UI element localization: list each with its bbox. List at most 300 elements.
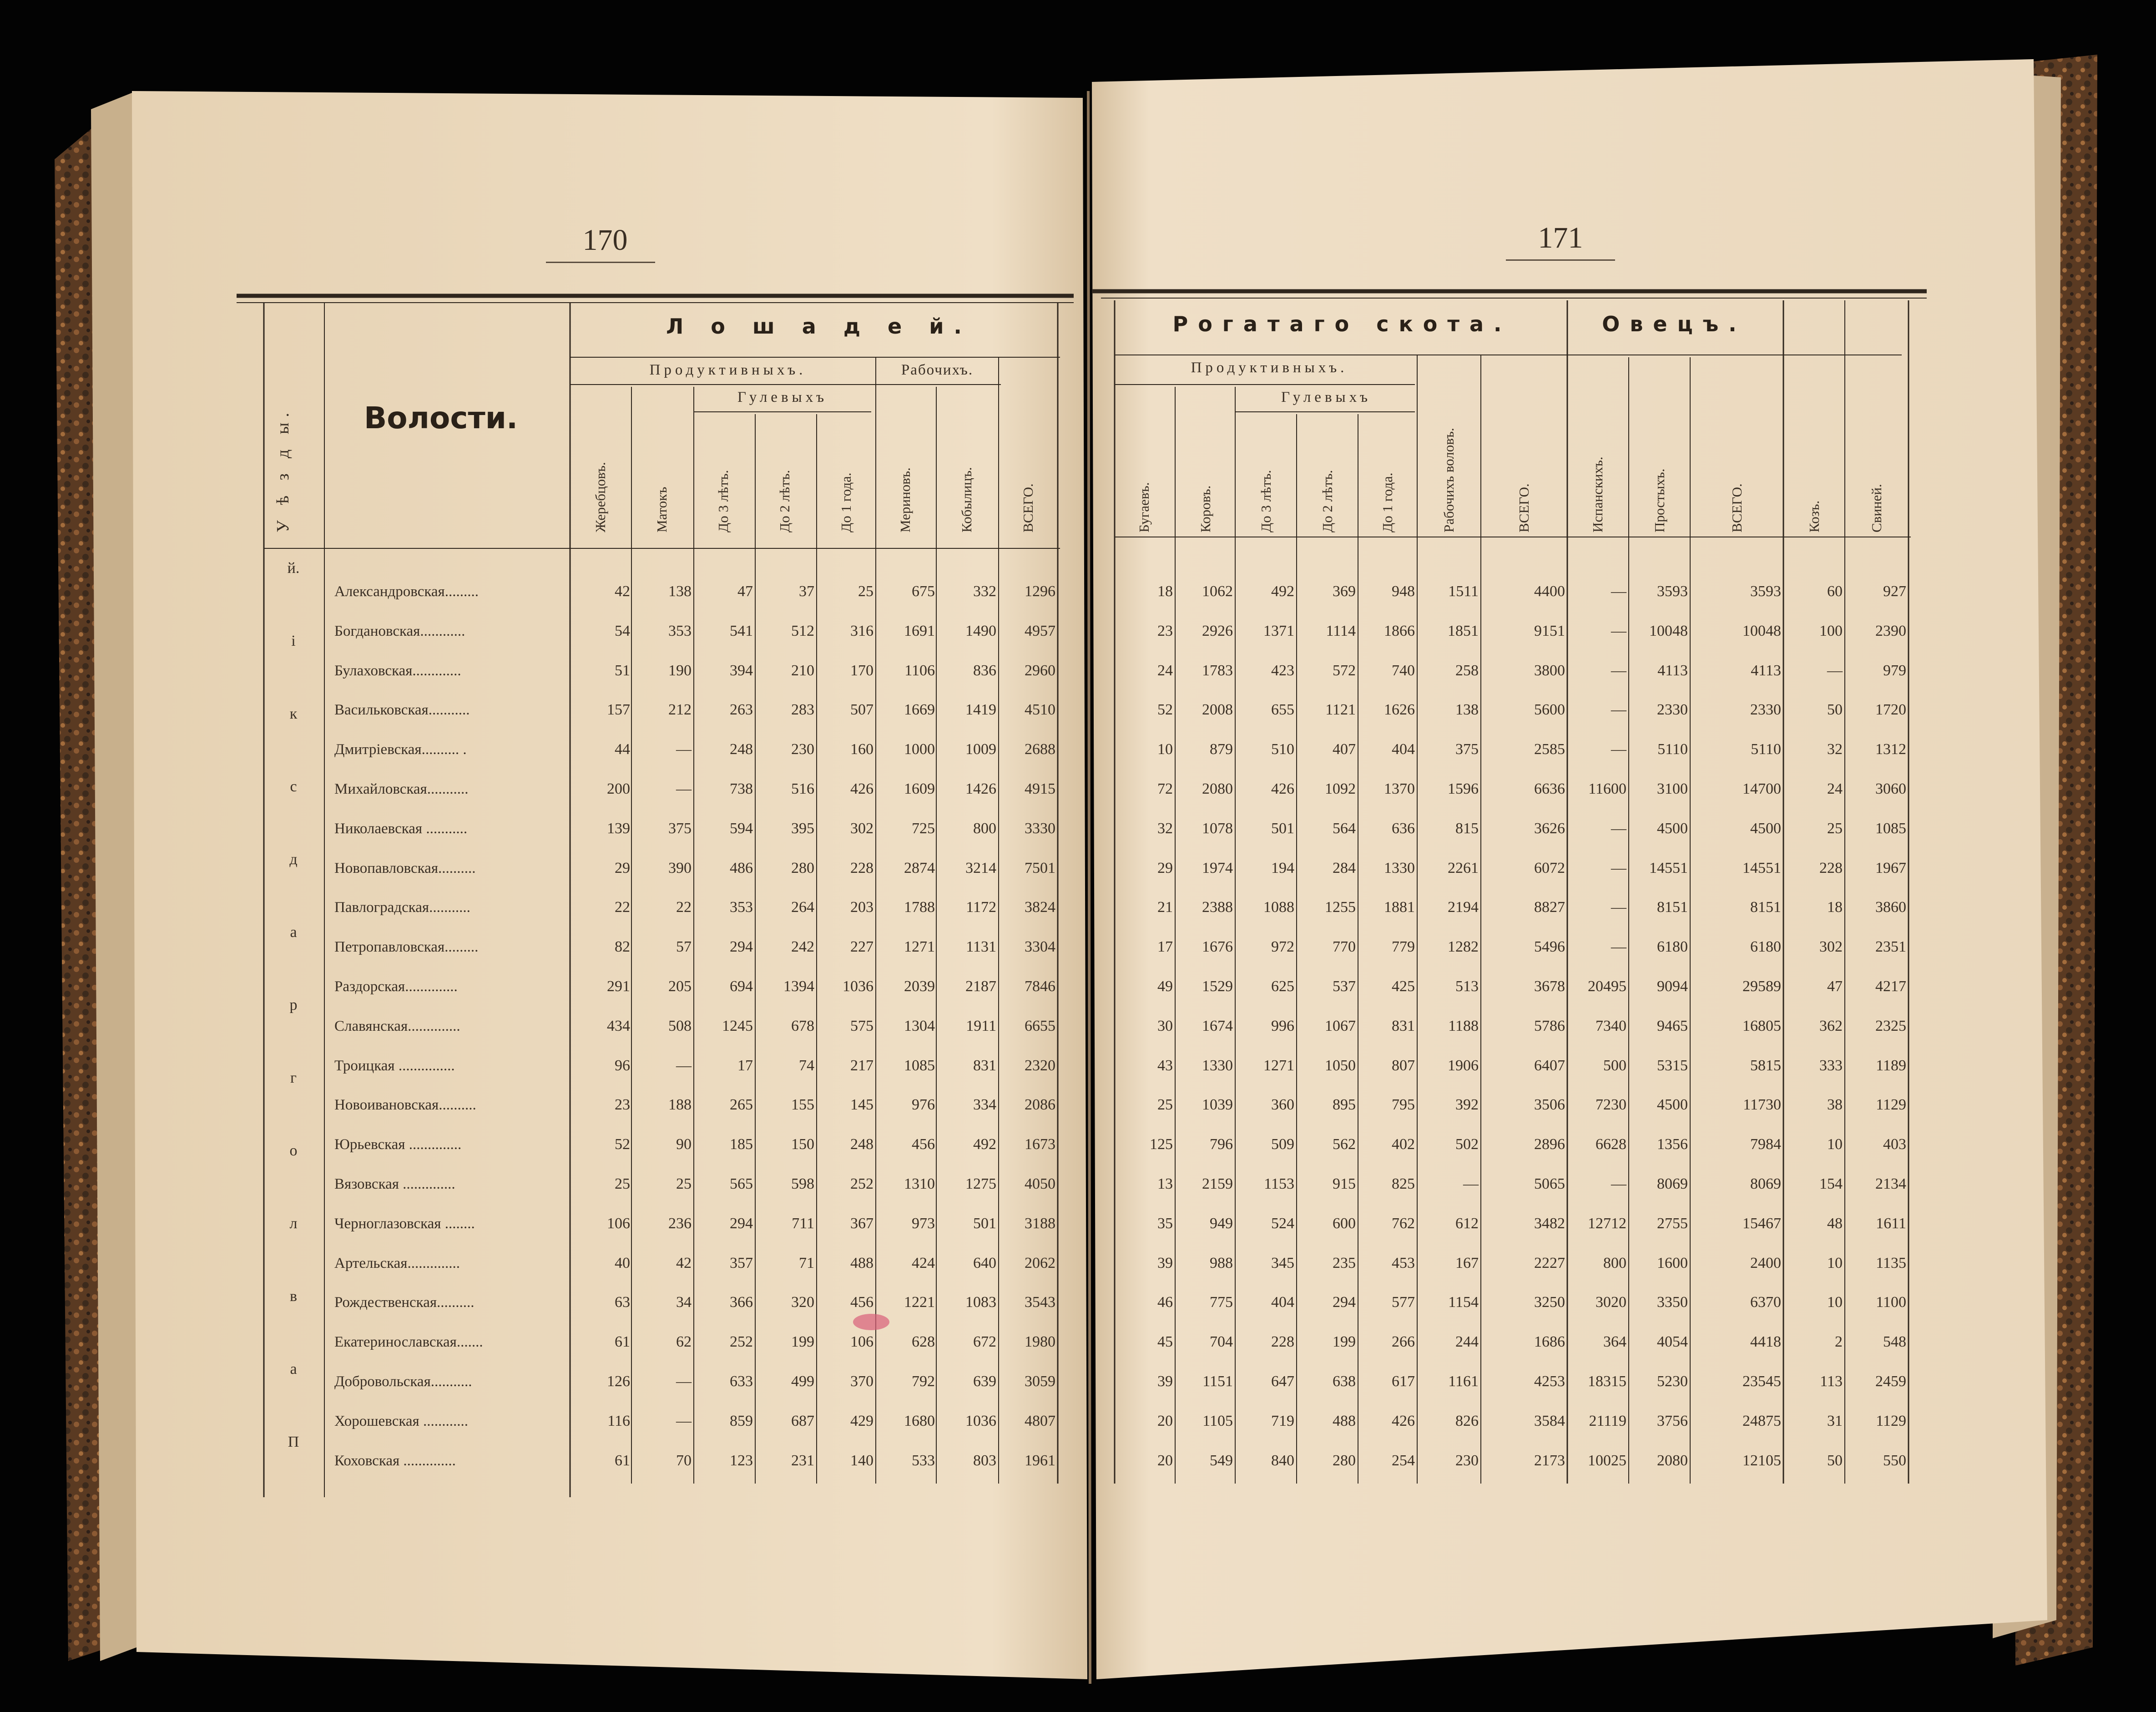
table-cell: 21 — [1157, 899, 1173, 916]
table-cell: 3214 — [965, 859, 996, 876]
table-cell: 7984 — [1750, 1136, 1781, 1153]
volost-name: Богдановская............ — [334, 623, 465, 639]
table-cell: 17 — [737, 1057, 753, 1074]
table-cell: 453 — [1392, 1254, 1415, 1271]
table-cell: 14700 — [1742, 780, 1781, 797]
uezd-letter: в — [289, 1288, 298, 1305]
table-cell: — — [1611, 583, 1626, 600]
table-cell: 258 — [1455, 662, 1479, 679]
table-cell: 425 — [1392, 978, 1415, 995]
table-cell: 21119 — [1589, 1412, 1626, 1429]
table-cell: 973 — [912, 1215, 935, 1232]
table-cell: 3060 — [1875, 780, 1906, 797]
table-cell: 252 — [730, 1333, 753, 1351]
table-cell: 488 — [850, 1254, 874, 1271]
table-cell: 212 — [668, 701, 692, 719]
table-cell: 988 — [1210, 1254, 1233, 1271]
table-cell: 2325 — [1875, 1017, 1906, 1034]
table-cell: 2390 — [1875, 622, 1906, 639]
table-cell: 775 — [1210, 1294, 1233, 1311]
table-cell: 113 — [1820, 1373, 1843, 1390]
uezd-letter: к — [289, 705, 298, 722]
table-cell: 61 — [615, 1452, 630, 1469]
table-cell: 22 — [615, 899, 630, 916]
table-cell: 1974 — [1202, 859, 1233, 876]
table-cell: 10048 — [1742, 622, 1781, 639]
table-cell: 24 — [1157, 662, 1173, 679]
table-cell: 507 — [850, 701, 874, 719]
table-cell: 831 — [973, 1057, 996, 1074]
table-cell: 20495 — [1588, 978, 1626, 995]
table-cell: 800 — [973, 820, 996, 837]
table-cell: 1151 — [1202, 1373, 1233, 1390]
table-cell: 1609 — [904, 780, 935, 797]
table-cell: 47 — [737, 583, 753, 600]
table-cell: 3506 — [1534, 1096, 1565, 1114]
table-cell: 4807 — [1025, 1412, 1055, 1429]
table-cell: 96 — [615, 1057, 630, 1074]
table-cell: 231 — [791, 1452, 814, 1469]
table-cell: 39 — [1157, 1373, 1173, 1390]
table-cell: 2008 — [1202, 701, 1233, 719]
table-cell: 25 — [676, 1175, 692, 1192]
table-cell: 145 — [850, 1096, 874, 1114]
table-cell: 3350 — [1657, 1294, 1688, 1311]
table-cell: 13 — [1157, 1175, 1173, 1192]
table-cell: 639 — [973, 1373, 996, 1390]
table-cell: 345 — [1271, 1254, 1294, 1271]
table-cell: — — [676, 1057, 692, 1074]
table-cell: 513 — [1455, 978, 1479, 995]
table-cell: 154 — [1819, 1175, 1843, 1192]
table-cell: 5786 — [1534, 1017, 1565, 1034]
table-cell: — — [1611, 859, 1626, 876]
uezd-letter: д — [289, 851, 298, 868]
table-cell: 31 — [1827, 1412, 1843, 1429]
table-cell: 492 — [973, 1136, 996, 1153]
table-cell: 1296 — [1025, 583, 1055, 600]
table-cell: 1911 — [966, 1017, 996, 1034]
table-cell: 5315 — [1657, 1057, 1688, 1074]
table-cell: 426 — [850, 780, 874, 797]
volost-name: Васильковская........... — [334, 702, 470, 719]
table-cell: 254 — [1392, 1452, 1415, 1469]
table-cell: 46 — [1157, 1294, 1173, 1311]
table-cell: 170 — [850, 662, 874, 679]
table-cell: 486 — [730, 859, 753, 876]
table-cell: 4500 — [1657, 820, 1688, 837]
table-cell: 71 — [799, 1254, 814, 1271]
table-cell: 1039 — [1202, 1096, 1233, 1114]
table-cell: 488 — [1333, 1412, 1356, 1429]
table-cell: 512 — [791, 622, 814, 639]
table-cell: 375 — [1455, 741, 1479, 758]
column-header: До 2 лѣтъ. — [1319, 470, 1335, 532]
table-cell: 675 — [912, 583, 935, 600]
table-cell: 50 — [1827, 1452, 1843, 1469]
table-cell: 157 — [607, 701, 630, 719]
table-cell: 139 — [607, 820, 630, 837]
table-cell: 47 — [1827, 978, 1843, 995]
table-cell: 1092 — [1325, 780, 1356, 797]
table-cell: 572 — [1333, 662, 1356, 679]
table-cell: 796 — [1210, 1136, 1233, 1153]
table-cell: 678 — [791, 1017, 814, 1034]
table-cell: 815 — [1455, 820, 1479, 837]
table-cell: 1426 — [965, 780, 996, 797]
table-cell: 2585 — [1534, 741, 1565, 758]
table-cell: 2134 — [1875, 1175, 1906, 1192]
table-cell: 395 — [791, 820, 814, 837]
table-cell: 32 — [1157, 820, 1173, 837]
table-cell: 2351 — [1875, 938, 1906, 956]
uezd-letter: i — [291, 633, 296, 649]
table-cell: 40 — [615, 1254, 630, 1271]
column-header: До 1 года. — [1379, 472, 1395, 532]
table-cell: 426 — [1271, 780, 1294, 797]
table-cell: 49 — [1157, 978, 1173, 995]
table-cell: 10 — [1827, 1294, 1843, 1311]
column-header: ВСЕГО. — [1020, 483, 1036, 532]
table-cell: 29 — [1157, 859, 1173, 876]
table-cell: 2388 — [1202, 899, 1233, 916]
uezd-letter: П — [288, 1433, 299, 1450]
table-cell: 1394 — [783, 978, 814, 995]
table-cell: 628 — [912, 1333, 935, 1351]
table-cell: 831 — [1392, 1017, 1415, 1034]
table-cell: 915 — [1333, 1175, 1356, 1192]
table-cell: 29589 — [1742, 978, 1781, 995]
table-cell: 402 — [1392, 1136, 1415, 1153]
table-cell: 3678 — [1534, 978, 1565, 995]
table-cell: 1036 — [843, 978, 874, 995]
table-cell: 35 — [1157, 1215, 1173, 1232]
table-cell: 54 — [615, 622, 630, 639]
table-cell: 6072 — [1534, 859, 1565, 876]
table-cell: 2080 — [1657, 1452, 1688, 1469]
table-cell: 2320 — [1025, 1057, 1055, 1074]
column-header: До 1 года. — [838, 472, 854, 532]
cattle-productive: Продуктивныхъ. — [1191, 360, 1348, 376]
table-cell: 4253 — [1534, 1373, 1565, 1390]
table-cell: 2459 — [1875, 1373, 1906, 1390]
uezd-letter: с — [290, 778, 297, 795]
table-cell: 562 — [1333, 1136, 1356, 1153]
table-cell: — — [676, 1373, 692, 1390]
table-cell: 636 — [1392, 820, 1415, 837]
table-cell: 3020 — [1596, 1294, 1626, 1311]
volost-name: Вязовская .............. — [334, 1176, 455, 1192]
table-cell: 394 — [730, 662, 753, 679]
table-cell: 125 — [1150, 1136, 1173, 1153]
table-cell: 353 — [668, 622, 692, 639]
table-cell: 740 — [1392, 662, 1415, 679]
table-cell: 150 — [791, 1136, 814, 1153]
table-cell: 1083 — [965, 1294, 996, 1311]
table-cell: 52 — [1157, 701, 1173, 719]
table-cell: 228 — [1819, 859, 1843, 876]
table-cell: 29 — [615, 859, 630, 876]
table-cell: 407 — [1333, 741, 1356, 758]
table-cell: 1172 — [966, 899, 996, 916]
table-cell: 123 — [730, 1452, 753, 1469]
table-cell: 1067 — [1325, 1017, 1356, 1034]
table-cell: 10 — [1827, 1136, 1843, 1153]
volost-name: Коховская .............. — [334, 1452, 456, 1469]
table-cell: 6636 — [1534, 780, 1565, 797]
table-cell: 895 — [1333, 1096, 1356, 1114]
table-cell: — — [1611, 622, 1626, 639]
table-cell: 366 — [730, 1294, 753, 1311]
table-cell: 90 — [676, 1136, 692, 1153]
column-header: ВСЕГО. — [1516, 483, 1532, 532]
table-cell: 725 — [912, 820, 935, 837]
table-cell: 45 — [1157, 1333, 1173, 1351]
table-cell: 1188 — [1448, 1017, 1479, 1034]
table-cell: 320 — [791, 1294, 814, 1311]
table-cell: 4113 — [1657, 662, 1688, 679]
column-header: Жеребцовъ. — [592, 462, 608, 532]
table-cell: 37 — [799, 583, 814, 600]
table-cell: 6370 — [1750, 1294, 1781, 1311]
column-header: Кобылицъ. — [959, 467, 974, 532]
table-cell: 25 — [858, 583, 874, 600]
table-cell: 5110 — [1657, 741, 1688, 758]
table-cell: 48 — [1827, 1215, 1843, 1232]
table-cell: 1085 — [1875, 820, 1906, 837]
table-cell: 43 — [1157, 1057, 1173, 1074]
table-cell: 6180 — [1750, 938, 1781, 956]
table-cell: 1221 — [904, 1294, 935, 1311]
table-cell: 138 — [1455, 701, 1479, 719]
table-cell: 360 — [1271, 1096, 1294, 1114]
table-cell: 541 — [730, 622, 753, 639]
uezd-letter: р — [289, 997, 298, 1013]
table-cell: 424 — [912, 1254, 935, 1271]
table-cell: 770 — [1333, 938, 1356, 956]
table-cell: 8151 — [1657, 899, 1688, 916]
table-cell: 1686 — [1534, 1333, 1565, 1351]
sheep-title: Овецъ. — [1602, 312, 1747, 336]
table-cell: 42 — [615, 583, 630, 600]
table-cell: 1078 — [1202, 820, 1233, 837]
cattle-title: Рогатаго скота. — [1172, 312, 1512, 336]
table-cell: 2227 — [1534, 1254, 1565, 1271]
volost-name: Раздорская.............. — [334, 978, 458, 995]
table-cell: 14551 — [1649, 859, 1688, 876]
table-cell: 1330 — [1384, 859, 1415, 876]
table-cell: 836 — [973, 662, 996, 679]
table-cell: 840 — [1271, 1452, 1294, 1469]
volosti-header: Волости. — [364, 400, 518, 436]
table-cell: 44 — [615, 741, 630, 758]
table-cell: 3593 — [1657, 583, 1688, 600]
table-cell: 5815 — [1750, 1057, 1781, 1074]
table-cell: 248 — [730, 741, 753, 758]
table-cell: 638 — [1333, 1373, 1356, 1390]
table-cell: 200 — [607, 780, 630, 797]
volost-name: Новоивановская.......... — [334, 1097, 476, 1114]
table-cell: — — [676, 741, 692, 758]
table-cell: — — [1611, 899, 1626, 916]
table-cell: 252 — [850, 1175, 874, 1192]
table-cell: 3059 — [1025, 1373, 1055, 1390]
table-cell: 11730 — [1743, 1096, 1781, 1114]
table-cell: 12712 — [1588, 1215, 1626, 1232]
table-cell: 565 — [730, 1175, 753, 1192]
table-cell: 4054 — [1657, 1333, 1688, 1351]
table-cell: 1356 — [1657, 1136, 1688, 1153]
column-header: До 2 лѣтъ. — [777, 470, 793, 532]
table-cell: 23 — [1157, 622, 1173, 639]
table-cell: 404 — [1392, 741, 1415, 758]
table-cell: 302 — [1819, 938, 1843, 956]
table-cell: 1135 — [1876, 1254, 1906, 1271]
table-cell: 800 — [1603, 1254, 1626, 1271]
table-cell: — — [1611, 1175, 1626, 1192]
table-cell: 100 — [1819, 622, 1843, 639]
table-cell: 617 — [1392, 1373, 1415, 1390]
volost-name: Николаевская ........... — [334, 820, 468, 837]
column-header: Козъ. — [1806, 500, 1822, 532]
table-cell: 3100 — [1657, 780, 1688, 797]
table-cell: 5065 — [1534, 1175, 1565, 1192]
table-cell: 4217 — [1875, 978, 1906, 995]
table-cell: 3800 — [1534, 662, 1565, 679]
uezd-header: У ѣ з д ы. — [273, 407, 293, 532]
volost-name: Александровская......... — [334, 583, 479, 600]
table-cell: 1673 — [1025, 1136, 1055, 1153]
table-cell: — — [1463, 1175, 1479, 1192]
table-cell: 1720 — [1875, 701, 1906, 719]
table-cell: 230 — [1455, 1452, 1479, 1469]
table-cell: 1783 — [1202, 662, 1233, 679]
table-cell: 50 — [1827, 701, 1843, 719]
table-cell: 1245 — [722, 1017, 753, 1034]
table-cell: 4400 — [1534, 583, 1565, 600]
table-cell: 116 — [607, 1412, 630, 1429]
horses-productive: Продуктивныхъ. — [649, 362, 807, 378]
table-cell: 2194 — [1448, 899, 1479, 916]
table-cell: 3756 — [1657, 1412, 1688, 1429]
volost-name: Екатеринославская....... — [334, 1334, 483, 1351]
column-header: До 3 лѣтъ. — [715, 470, 731, 532]
table-cell: 263 — [730, 701, 753, 719]
table-cell: 357 — [730, 1254, 753, 1271]
table-cell: 24875 — [1742, 1412, 1781, 1429]
table-cell: 10 — [1827, 1254, 1843, 1271]
volost-name: Петропавловская......... — [334, 939, 479, 956]
table-cell: 704 — [1210, 1333, 1233, 1351]
table-cell: 7501 — [1025, 859, 1055, 876]
table-cell: 1189 — [1876, 1057, 1906, 1074]
table-cell: 228 — [1271, 1333, 1294, 1351]
table-cell: 167 — [1455, 1254, 1479, 1271]
table-cell: 2039 — [904, 978, 935, 995]
table-cell: 8069 — [1657, 1175, 1688, 1192]
volost-name: Троицкая ............... — [334, 1057, 455, 1074]
table-cell: 598 — [791, 1175, 814, 1192]
table-cell: 7340 — [1596, 1017, 1626, 1034]
table-cell: 210 — [791, 662, 814, 679]
volost-name: Артельская.............. — [334, 1255, 460, 1271]
table-cell: 392 — [1455, 1096, 1479, 1114]
table-cell: 42 — [676, 1254, 692, 1271]
table-cell: 22 — [676, 899, 692, 916]
table-cell: 236 — [668, 1215, 692, 1232]
table-cell: 106 — [607, 1215, 630, 1232]
table-cell: 1271 — [904, 938, 935, 956]
table-cell: 390 — [668, 859, 692, 876]
table-cell: — — [1611, 820, 1626, 837]
table-cell: 879 — [1210, 741, 1233, 758]
table-cell: 1271 — [1263, 1057, 1294, 1074]
table-cell: 403 — [1883, 1136, 1906, 1153]
table-cell: 4418 — [1750, 1333, 1781, 1351]
table-cell: 3593 — [1750, 583, 1781, 600]
page-number-left: 170 — [582, 223, 628, 257]
table-cell: 60 — [1827, 583, 1843, 600]
table-cell: 2062 — [1025, 1254, 1055, 1271]
table-cell: 1129 — [1876, 1096, 1906, 1114]
table-cell: 825 — [1392, 1175, 1415, 1192]
table-cell: — — [1611, 662, 1626, 679]
table-cell: 2688 — [1025, 741, 1055, 758]
table-cell: — — [676, 780, 692, 797]
table-cell: 8069 — [1750, 1175, 1781, 1192]
table-cell: 1788 — [904, 899, 935, 916]
table-cell: 502 — [1455, 1136, 1479, 1153]
table-cell: 23545 — [1742, 1373, 1781, 1390]
table-cell: 1330 — [1202, 1057, 1233, 1074]
table-cell: 4510 — [1025, 701, 1055, 719]
table-cell: 548 — [1883, 1333, 1906, 1351]
table-cell: 333 — [1819, 1057, 1843, 1074]
table-cell: 316 — [850, 622, 874, 639]
table-cell: 1100 — [1876, 1294, 1906, 1311]
table-cell: 1310 — [904, 1175, 935, 1192]
table-cell: 640 — [973, 1254, 996, 1271]
table-cell: 70 — [676, 1452, 692, 1469]
horses-working: Рабочихъ. — [901, 362, 974, 378]
table-cell: 62 — [676, 1333, 692, 1351]
table-cell: 8827 — [1534, 899, 1565, 916]
table-cell: 5230 — [1657, 1373, 1688, 1390]
table-cell: 972 — [1271, 938, 1294, 956]
table-cell: 7230 — [1596, 1096, 1626, 1114]
table-cell: 2896 — [1534, 1136, 1565, 1153]
table-cell: 23 — [615, 1096, 630, 1114]
table-cell: 3860 — [1875, 899, 1906, 916]
table-cell: 39 — [1157, 1254, 1173, 1271]
table-cell: 859 — [730, 1412, 753, 1429]
table-cell: 199 — [1333, 1333, 1356, 1351]
table-cell: 807 — [1392, 1057, 1415, 1074]
volost-name: Добровольская........... — [334, 1373, 472, 1390]
table-cell: 155 — [791, 1096, 814, 1114]
table-cell: 227 — [850, 938, 874, 956]
table-cell: 1676 — [1202, 938, 1233, 956]
table-cell: 138 — [668, 583, 692, 600]
table-cell: 369 — [1333, 583, 1356, 600]
table-cell: 1131 — [966, 938, 996, 956]
table-cell: 3250 — [1534, 1294, 1565, 1311]
volost-name: Михайловская........... — [334, 781, 469, 797]
table-cell: 72 — [1157, 780, 1173, 797]
table-cell: 24 — [1827, 780, 1843, 797]
table-cell: 364 — [1603, 1333, 1626, 1351]
table-cell: 3824 — [1025, 899, 1055, 916]
